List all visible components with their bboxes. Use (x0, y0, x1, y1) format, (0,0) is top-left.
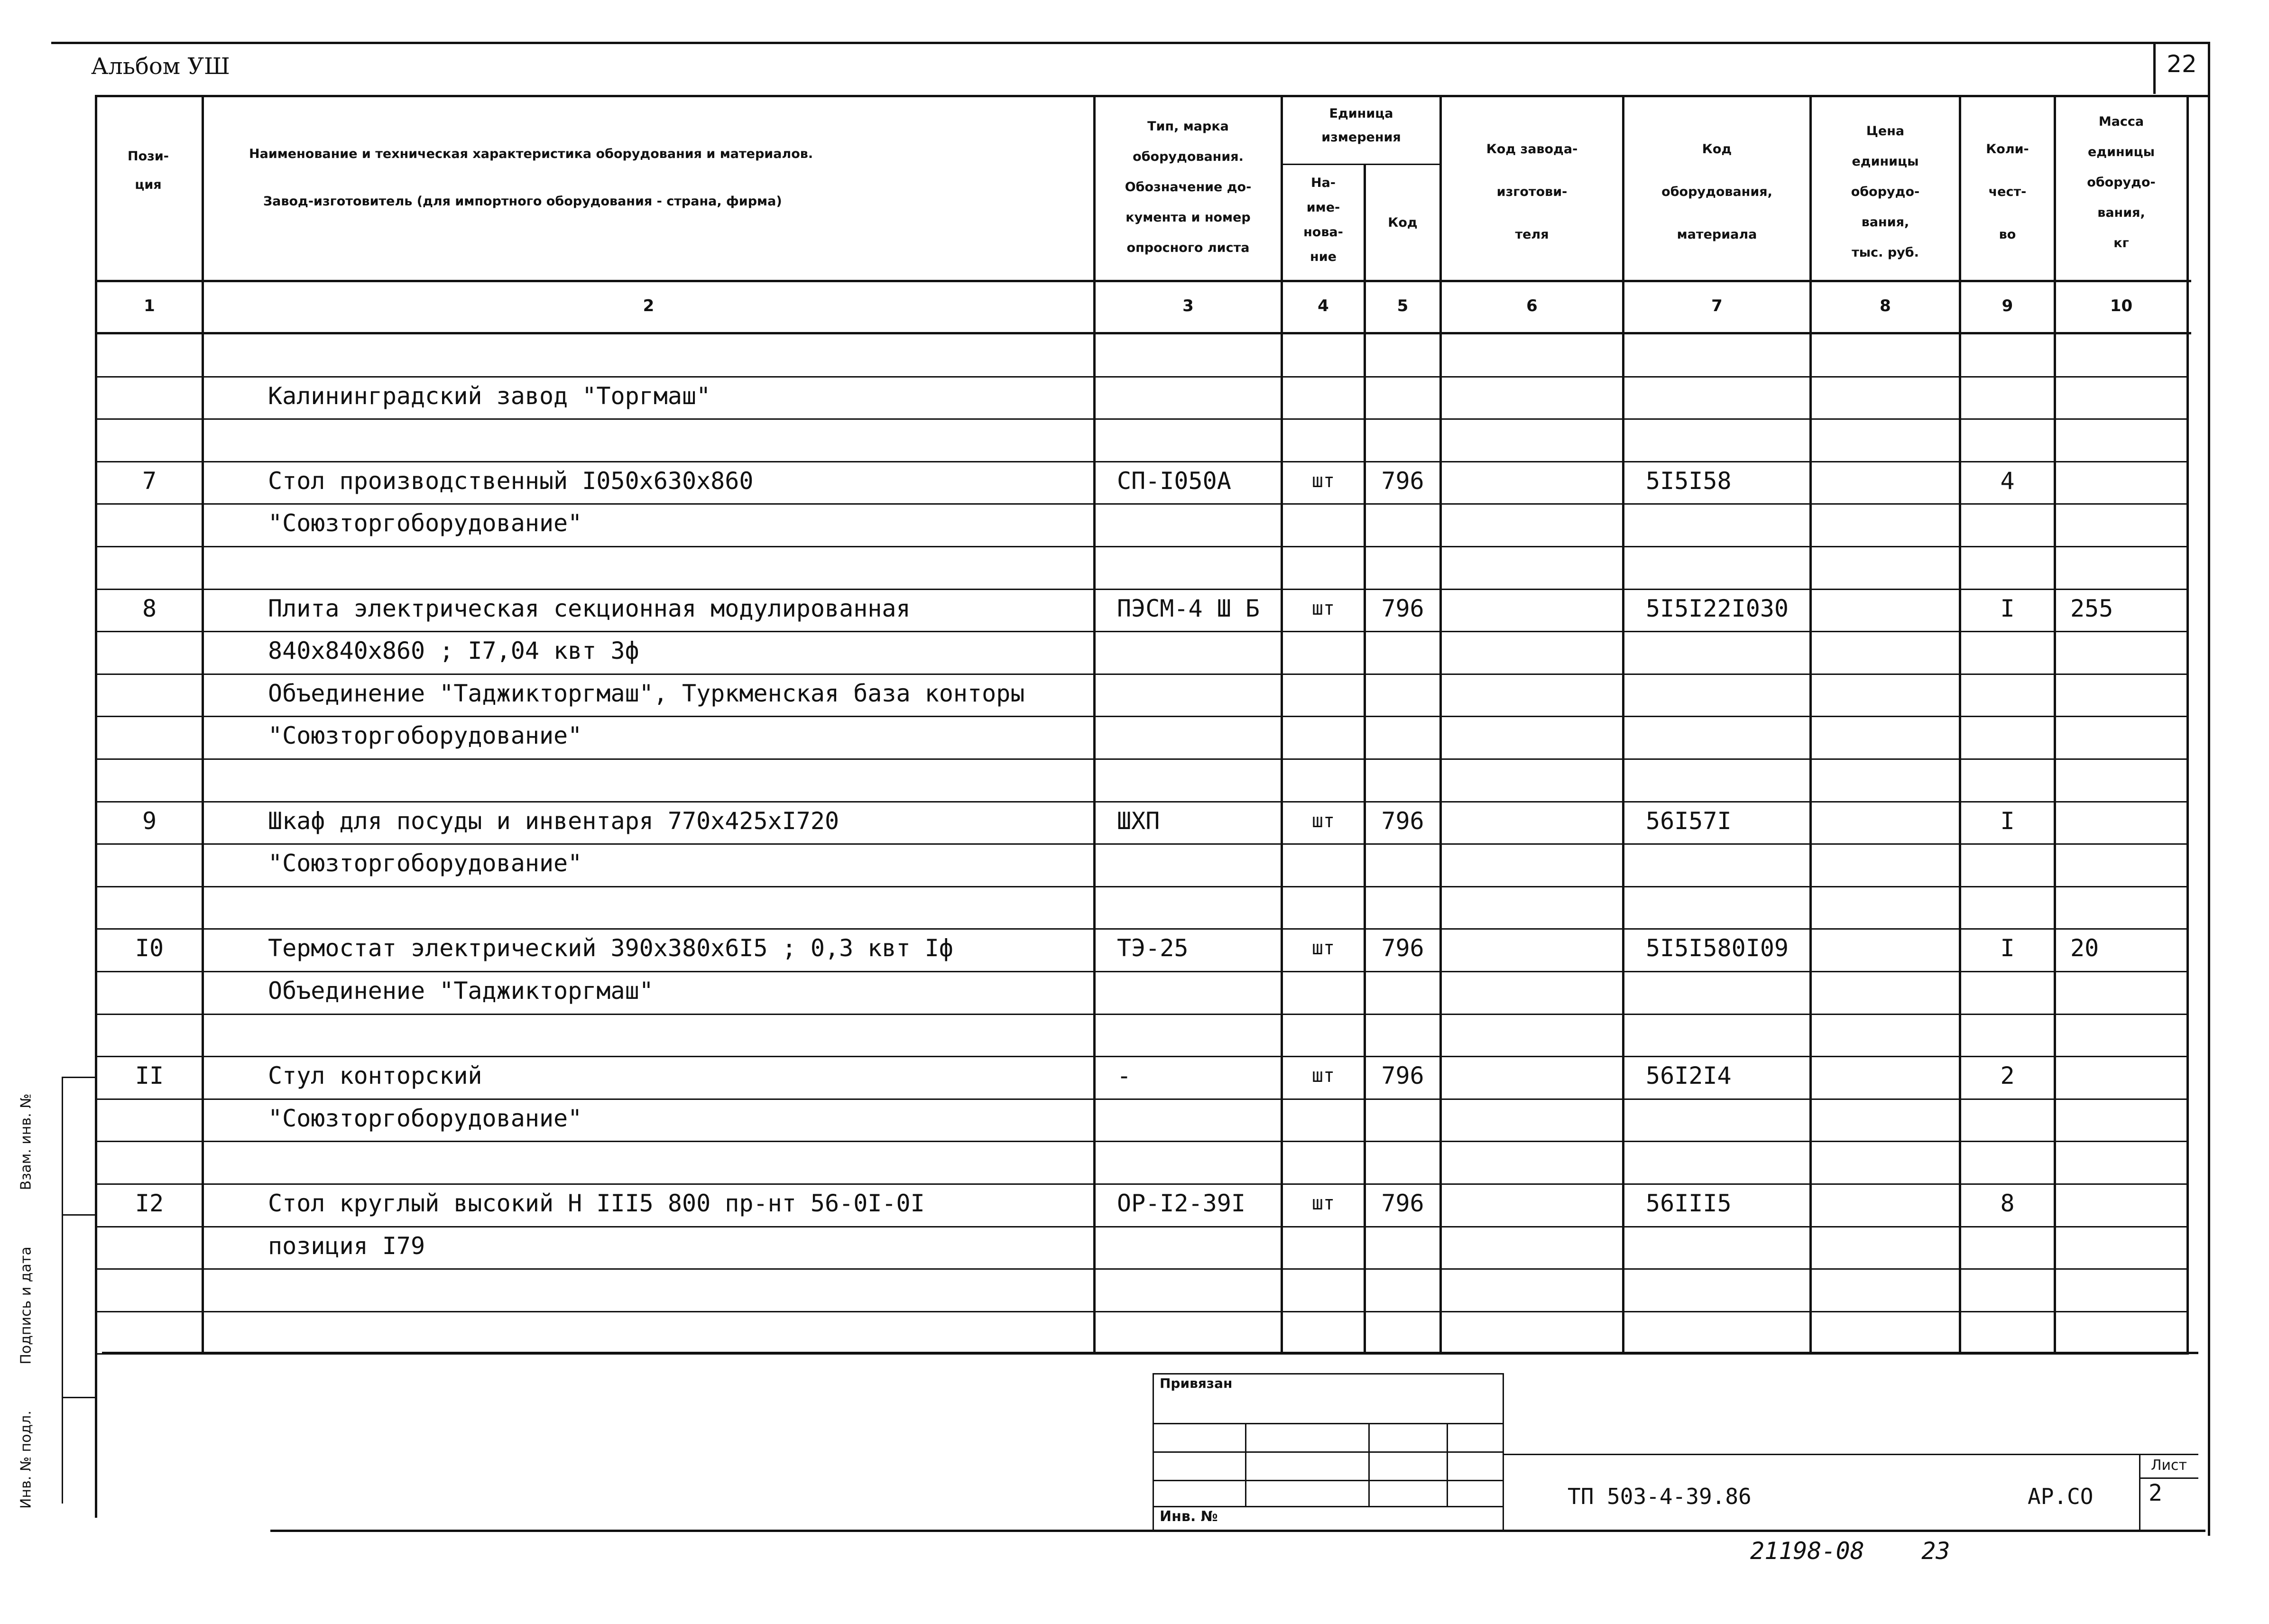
row-separator (95, 801, 2189, 803)
col-number-1: 1 (144, 296, 155, 315)
header-name-line2: Завод-изготовитель (для импортного оборудования - страна, фирма) (263, 194, 782, 209)
right-frame-line (2208, 42, 2210, 1536)
cell-unit-code: 796 (1381, 934, 1424, 962)
cell-name: Объединение "Таджикторгмаш" (268, 977, 654, 1005)
col-line-4 (1364, 164, 1366, 1352)
col-number-2: 2 (643, 296, 655, 315)
col-number-10: 10 (2110, 296, 2133, 315)
side-strip-div-1 (62, 1077, 96, 1078)
col-line-9 (2054, 95, 2056, 1352)
cell-equip-code: 5I5I58 (1646, 467, 1732, 495)
stamp-row-4 (1153, 1506, 1503, 1507)
cell-name: "Союзторгоборудование" (268, 849, 582, 877)
cell-mass: 20 (2070, 934, 2099, 962)
col-number-4: 4 (1318, 296, 1329, 315)
col-line-2 (1093, 95, 1096, 1352)
side-label-podpis: Подпись и дата (18, 1246, 35, 1365)
sheet-box-div (2139, 1477, 2198, 1479)
row-separator (95, 589, 2189, 590)
col-number-5: 5 (1397, 296, 1409, 315)
col-line-6 (1622, 95, 1624, 1352)
cell-position: II (135, 1062, 164, 1090)
cell-quantity: 2 (2000, 1062, 2015, 1090)
cell-position: 9 (142, 807, 157, 835)
cell-equip-code: 56I57I (1646, 807, 1732, 835)
cell-position: I2 (135, 1190, 164, 1217)
row-separator (95, 631, 2189, 632)
cell-name: "Союзторгоборудование" (268, 1104, 582, 1132)
cell-unit-code: 796 (1381, 807, 1424, 835)
cell-name: Плита электрическая секционная модулированная (268, 594, 911, 622)
row-separator (95, 716, 2189, 717)
cell-type: ОР-I2-39I (1117, 1190, 1245, 1217)
cell-quantity: 4 (2000, 467, 2015, 495)
cell-unit: шт (1311, 470, 1335, 492)
page-number: 22 (2167, 50, 2197, 78)
col-number-6: 6 (1526, 296, 1538, 315)
top-frame-line (51, 42, 2209, 44)
row-separator (95, 1141, 2189, 1142)
col-line-10 (2186, 95, 2189, 1352)
side-strip-line-1 (62, 1077, 63, 1504)
side-strip-line-2 (95, 1077, 96, 1504)
stamp-top-line (1153, 1373, 1503, 1375)
cell-equip-code: 56I2I4 (1646, 1062, 1732, 1090)
cell-equip-code: 5I5I580I09 (1646, 934, 1789, 962)
stamp-row-1 (1153, 1423, 1503, 1424)
cell-name: Калининградский завод "Торгмаш" (268, 382, 711, 410)
stamp-bottom-line (270, 1530, 2205, 1532)
cell-name: Термостат электрический 390х380х6I5 ; 0,3 квт Iф (268, 934, 953, 962)
sheet-box-left (2139, 1454, 2140, 1532)
stamp-col-2 (1368, 1423, 1370, 1506)
stamp-inv-no: Инв. № (1160, 1508, 1218, 1525)
side-strip-div-3 (62, 1397, 96, 1398)
row-separator (95, 674, 2189, 675)
cell-unit: шт (1311, 937, 1335, 960)
cell-unit: шт (1311, 597, 1335, 619)
page-box-left (2153, 42, 2156, 94)
cell-unit-code: 796 (1381, 1062, 1424, 1090)
col-line-1 (202, 95, 204, 1352)
cell-name: "Союзторгоборудование" (268, 509, 582, 537)
side-label-inv-podl: Инв. № подл. (18, 1411, 35, 1509)
col-line-8 (1959, 95, 1961, 1352)
side-strip-div-2 (62, 1214, 96, 1216)
cell-quantity: I (2000, 807, 2015, 835)
row-separator (95, 1226, 2189, 1227)
header-price: Цена единицы оборудо- вания, тыс. руб. (1851, 124, 1920, 260)
cell-name: Стол круглый высокий Н III5 800 пр-нт 56-0I-0I (268, 1190, 925, 1217)
cell-unit: шт (1311, 810, 1335, 832)
handwritten-number: 21198-08 23 (1750, 1537, 1950, 1565)
cell-unit-code: 796 (1381, 1190, 1424, 1217)
cell-quantity: 8 (2000, 1190, 2015, 1217)
header-unit-group: Единица измерения (1321, 106, 1401, 145)
stamp-row-2 (1153, 1451, 1503, 1453)
row-separator (95, 1056, 2189, 1057)
col-number-3: 3 (1182, 296, 1194, 315)
row-separator (95, 1353, 2189, 1355)
album-label: Альбом УШ (91, 53, 230, 80)
stamp-privyazan: Привязан (1160, 1375, 1233, 1391)
unit-group-divider (1281, 164, 1442, 165)
cell-quantity: I (2000, 594, 2015, 622)
cell-type: - (1117, 1062, 1132, 1090)
header-name-line1: Наименование и техническая характеристика оборудования и материалов. (249, 147, 813, 161)
cell-name: Стул конторский (268, 1062, 482, 1090)
row-separator (95, 1098, 2189, 1100)
cell-name: позиция I79 (268, 1232, 425, 1260)
row-separator (95, 1183, 2189, 1185)
title-block-top (1503, 1454, 2198, 1455)
row-separator (95, 1014, 2189, 1015)
row-separator (95, 503, 2189, 505)
cell-type: ТЭ-25 (1117, 934, 1189, 962)
col-line-3 (1281, 95, 1283, 1352)
header-unit-code: Код (1388, 215, 1418, 230)
cell-mass: 255 (2070, 594, 2113, 622)
cell-name: "Союзторгоборудование" (268, 722, 582, 750)
sheet-code: АР.СО (2028, 1484, 2094, 1509)
doc-code: ТП 503-4-39.86 (1568, 1484, 1752, 1509)
col-line-7 (1809, 95, 1812, 1352)
number-row-bottom-line (95, 332, 2191, 334)
col-number-8: 8 (1880, 296, 1891, 315)
sheet-label: Лист (2151, 1457, 2187, 1474)
header-equip-code: Код оборудования, материала (1661, 142, 1772, 242)
row-separator (95, 376, 2189, 378)
header-type: Тип, марка оборудования. Обозначение до- кумента и номер опросного листа (1125, 119, 1252, 255)
header-unit-name: На- име- нова- ние (1303, 175, 1343, 264)
row-separator (95, 886, 2189, 887)
col-number-7: 7 (1711, 296, 1723, 315)
sheet-number: 2 (2149, 1480, 2162, 1506)
header-position: Пози- ция (128, 149, 169, 192)
header-bottom-line (95, 280, 2191, 282)
header-mass: Масса единицы оборудо- вания, кг (2087, 114, 2156, 250)
header-quantity: Коли- чест- во (1986, 142, 2029, 242)
cell-unit-code: 796 (1381, 594, 1424, 622)
stamp-col-3 (1447, 1423, 1448, 1506)
table-top-line (95, 95, 2210, 97)
cell-equip-code: 56III5 (1646, 1190, 1732, 1217)
cell-name: Стол производственный I050х630х860 (268, 467, 754, 495)
cell-name: 840х840х860 ; I7,04 квт 3ф (268, 637, 639, 665)
cell-position: 8 (142, 594, 157, 622)
row-separator (95, 418, 2189, 420)
cell-unit: шт (1311, 1065, 1335, 1087)
cell-equip-code: 5I5I22I030 (1646, 594, 1789, 622)
row-separator (95, 928, 2189, 930)
cell-position: I0 (135, 934, 164, 962)
cell-type: СП-I050А (1117, 467, 1231, 495)
row-separator (95, 1311, 2189, 1312)
col-number-9: 9 (2002, 296, 2013, 315)
row-separator (95, 758, 2189, 760)
header-factory-code: Код завода- изготови- теля (1486, 142, 1578, 242)
row-separator (95, 1268, 2189, 1270)
cell-unit-code: 796 (1381, 467, 1424, 495)
cell-quantity: I (2000, 934, 2015, 962)
stamp-col-1 (1245, 1423, 1246, 1506)
cell-name: Объединение "Таджикторгмаш", Туркменская база конторы (268, 679, 1025, 707)
row-separator (95, 971, 2189, 972)
row-separator (95, 843, 2189, 845)
row-separator (95, 546, 2189, 547)
side-label-vzam: Взам. инв. № (18, 1093, 35, 1190)
cell-unit: шт (1311, 1192, 1335, 1214)
stamp-row-3 (1153, 1480, 1503, 1481)
cell-position: 7 (142, 467, 157, 495)
cell-type: ШХП (1117, 807, 1160, 835)
cell-name: Шкаф для посуды и инвентаря 770х425хI720 (268, 807, 839, 835)
cell-type: ПЭСМ-4 Ш Б (1117, 594, 1260, 622)
col-line-5 (1439, 95, 1442, 1352)
row-separator (95, 461, 2189, 462)
